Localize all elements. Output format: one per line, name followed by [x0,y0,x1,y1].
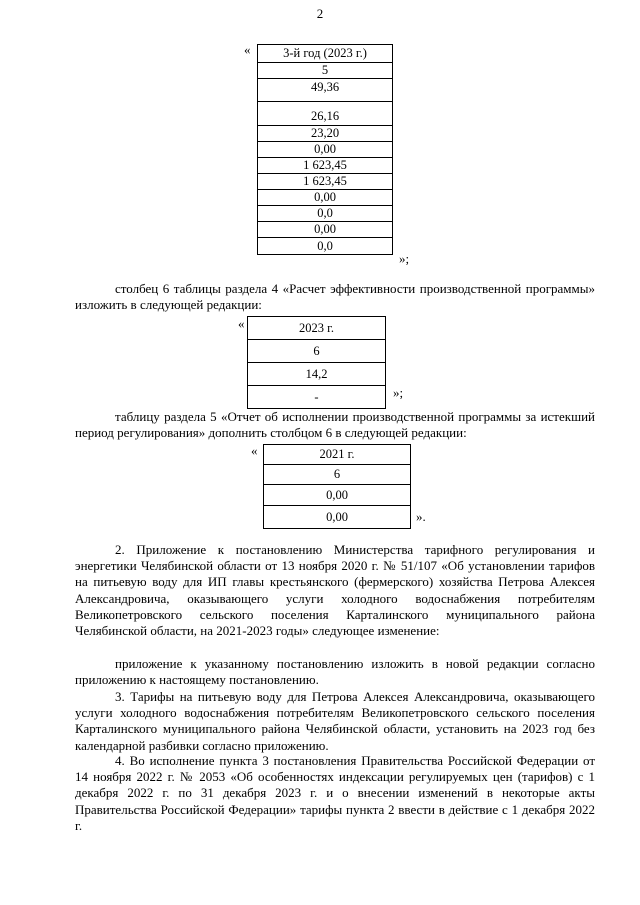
table1-cell: 26,16 [258,102,393,126]
table2-cell: 6 [248,340,386,363]
table1-header: 3-й год (2023 г.) [258,45,393,63]
table1-cell: 0,0 [258,238,393,255]
paragraph: приложение к указанному постановлению изложить в новой редакции согласно приложению к настоящему постановлению. [75,656,595,688]
table3 [263,444,411,529]
paragraph-item-3: 3. Тарифы на питьевую воду для Петрова Алексея Александровича, оказывающего услуги холодного водоснабжения потребителям Великопетровского сельского поселения Карталинского муниципального района Челябинской области, установить на 2023 год без календарной разбивки согласно приложению. [75,689,595,753]
table3-cell: 0,00 [264,485,411,506]
table2-close-quote: »; [393,385,404,400]
paragraph-item-2: 2. Приложение к постановлению Министерства тарифного регулирования и энергетики Челябинской области от 13 ноября 2020 г. № 51/107 «Об установлении тарифов на питьевую воду для ИП главы крестьянского (фермерского) хозяйства Петрова Алексея Александровича, оказывающего услуги холодного водоснабжения потребителям Великопетровского сельского поселения Карталинского муниципального района Челябинской области, на 2021-2023 годы» следующее изменение: [75,542,595,639]
table3-open-quote: « [251,443,258,458]
table1-cell: 23,20 [258,126,393,142]
table2-cell: - [248,386,386,409]
table3-header: 2021 г. [264,445,411,465]
page-number: 2 [316,6,324,21]
table1-cell: 0,0 [258,206,393,222]
table2-open-quote: « [238,316,245,331]
table1-close-quote: »; [399,251,410,266]
table3-cell: 6 [264,465,411,485]
table1-cell: 49,36 [258,79,393,102]
paragraph: столбец 6 таблицы раздела 4 «Расчет эффективности производственной программы» изложить в следующей редакции: [75,281,595,313]
table1-cell: 1 623,45 [258,158,393,174]
table1-cell: 0,00 [258,190,393,206]
table2 [247,316,386,409]
table3-cell: 0,00 [264,506,411,529]
paragraph-item-4: 4. Во исполнение пункта 3 постановления Правительства Российской Федерации от 14 ноября 2022 г. № 2053 «Об особенностях индексации регулируемых цен (тарифов) с 1 декабря 2022 г. по 31 декабря 2023 г. и о внесении изменений в некоторые акты Правительства Российской Федерации» тарифы пункта 2 ввести в действие с 1 декабря 2022 г. [75,753,595,833]
table2-header: 2023 г. [248,317,386,340]
table3-close-quote: ». [416,509,426,524]
table1-cell: 5 [258,63,393,79]
table1-cell: 0,00 [258,142,393,158]
table1-open-quote: « [244,42,251,57]
table1-cell: 0,00 [258,222,393,238]
table1-cell: 1 623,45 [258,174,393,190]
table2-cell: 14,2 [248,363,386,386]
table1 [257,44,393,255]
paragraph: таблицу раздела 5 «Отчет об исполнении производственной программы за истекший период регулирования» дополнить столбцом 6 в следующей редакции: [75,409,595,441]
